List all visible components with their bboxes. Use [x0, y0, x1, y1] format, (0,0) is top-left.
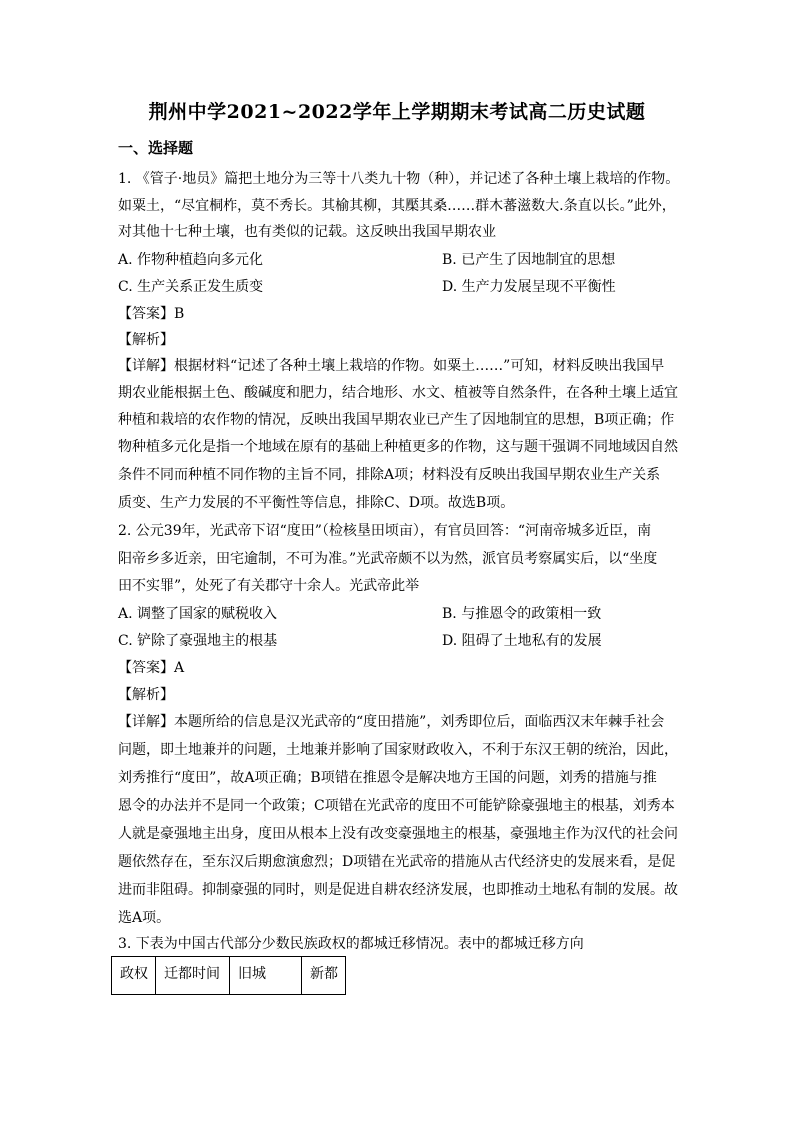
- q2-detail-line-8: 选A项。: [118, 910, 171, 926]
- q1-option-a: A. 作物种植趋向多元化: [118, 252, 264, 268]
- q2-detail-line-2: 问题，即土地兼并的问题，土地兼并影响了国家财政收入，不利于东汉王朝的统治，因此，: [118, 742, 678, 758]
- q1-detail-line-1: 【详解】根据材料“记述了各种土壤上栽培的作物。如粟土……”可知，材料反映出我国早: [118, 358, 665, 374]
- q1-stem-line-1: 1. 《管子·地员》篇把土地分为三等十八类九十物（种），并记述了各种土壤上栽培的作物。: [118, 171, 680, 187]
- q3-stem: 3. 下表为中国古代部分少数民族政权的都城迁移情况。表中的都城迁移方向: [118, 936, 584, 952]
- q3-capital-table: [111, 956, 346, 995]
- q2-detail-line-5: 人就是豪强地主出身，度田从根本上没有改变豪强地主的根基，豪强地主作为汉代的社会问: [118, 826, 678, 842]
- q2-stem-line-3: 田不实罪”，处死了有关郡守十余人。光武帝此举: [118, 578, 420, 594]
- q1-detail-line-3: 种植和栽培的农作物的情况，反映出我国早期农业已产生了因地制宜的思想，B项正确；作: [118, 412, 675, 428]
- q1-answer: 【答案】B: [118, 306, 185, 322]
- q2-answer: 【答案】A: [118, 660, 185, 676]
- q2-detail-line-4: 恩令的办法并不是同一个政策；C项错在光武帝的度田不可能铲除豪强地主的根基，刘秀本: [118, 798, 675, 814]
- q2-analysis-label: 【解析】: [118, 687, 174, 703]
- page-title: 荆州中学2021~2022学年上学期期末考试高二历史试题: [148, 101, 646, 123]
- q1-option-b: B. 已产生了因地制宜的思想: [442, 252, 616, 268]
- q2-stem-line-2: 阳帝乡多近亲，田宅逾制，不可为准。”光武帝颇不以为然，派官员考察属实后，以“坐度: [118, 551, 658, 567]
- table-header-cell: 旧城: [230, 957, 302, 995]
- q2-stem-line-1: 2. 公元39年，光武帝下诏“度田”（检核垦田顷亩），有官员回答：“河南帝城多近臣，南: [118, 523, 652, 539]
- q1-stem-line-3: 对其他十七种土壤，也有类似的记载。这反映出我国早期农业: [118, 224, 496, 240]
- q2-option-d: D. 阻碍了土地私有的发展: [442, 633, 602, 649]
- q2-detail-line-6: 题依然存在，至东汉后期愈演愈烈；D项错在光武帝的措施从古代经济史的发展来看，是促: [118, 854, 676, 870]
- q1-stem-line-2: 如粟土，“尽宜桐柞，莫不秀长。其榆其柳，其檿其桑……群木蕃滋数大.条直以长。”此外，: [118, 198, 676, 214]
- table-header-cell: 政权: [112, 957, 156, 995]
- q1-option-d: D. 生产力发展呈现不平衡性: [442, 279, 616, 295]
- q2-detail-line-7: 进而非阻碍。抑制豪强的同时，则是促进自耕农经济发展，也即推动土地私有制的发展。故: [118, 882, 678, 898]
- table-header-cell: 迁都时间: [156, 957, 230, 995]
- q2-option-b: B. 与推恩令的政策相一致: [442, 606, 602, 622]
- q1-detail-line-5: 条件不同而种植不同作物的主旨不同，排除A项；材料没有反映出我国早期农业生产关系: [118, 467, 661, 483]
- table-header-row: [112, 957, 346, 995]
- q2-option-c: C. 铲除了豪强地主的根基: [118, 633, 278, 649]
- q2-detail-line-1: 【详解】本题所给的信息是汉光武帝的“度田措施”，刘秀即位后，面临西汉末年棘手社会: [118, 714, 665, 730]
- q1-detail-line-4: 物种植多元化是指一个地域在原有的基础上种植更多的作物，这与题干强调不同地域因自然: [118, 439, 678, 455]
- q1-option-c: C. 生产关系正发生质变: [118, 279, 264, 295]
- q1-analysis-label: 【解析】: [118, 332, 174, 348]
- q2-option-a: A. 调整了国家的赋税收入: [118, 606, 278, 622]
- section-heading: 一、选择题: [118, 139, 194, 157]
- q2-detail-line-3: 刘秀推行“度田”，故A项正确；B项错在推恩令是解决地方王国的问题，刘秀的措施与推: [118, 770, 657, 786]
- q1-detail-line-6: 质变、生产力发展的不平衡性等信息，排除C、D项。故选B项。: [118, 495, 515, 511]
- table-header-cell: 新都: [302, 957, 346, 995]
- q1-detail-line-2: 期农业能根据土色、酸碱度和肥力，结合地形、水文、植被等自然条件，在各种土壤上适宜: [118, 385, 678, 401]
